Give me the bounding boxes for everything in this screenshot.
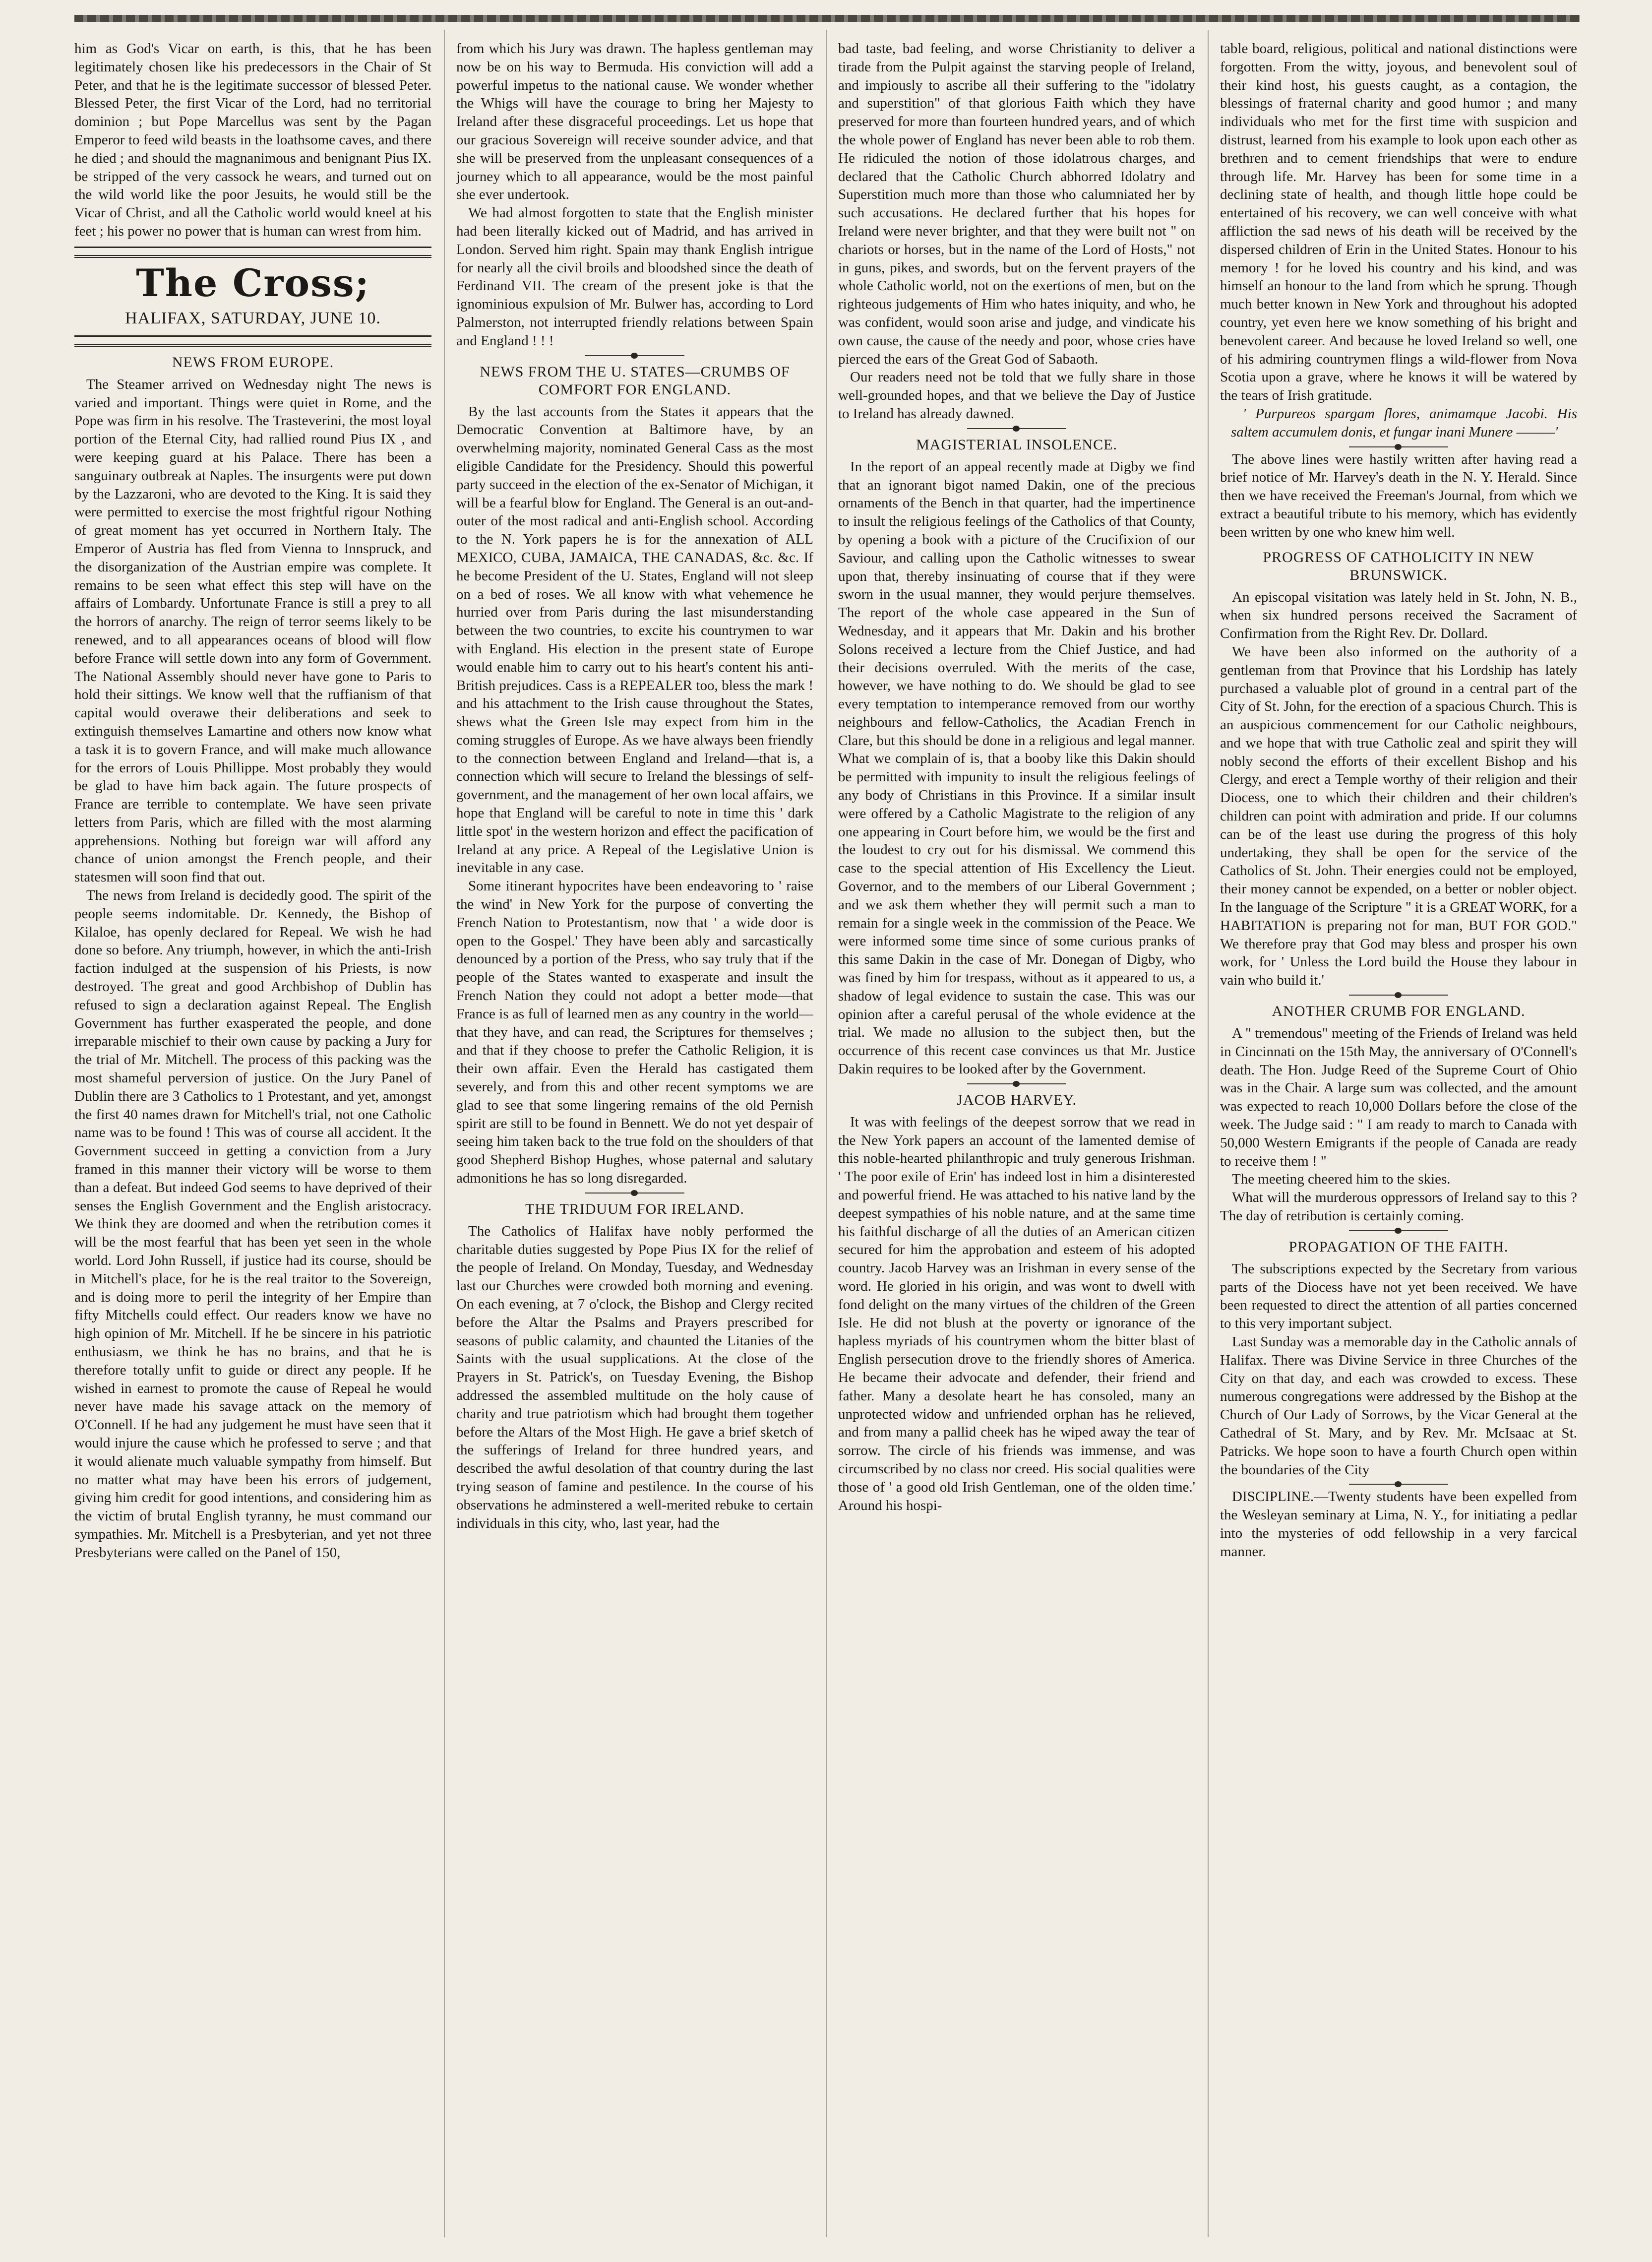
column-divider <box>444 30 445 2237</box>
masthead-rule <box>74 247 431 258</box>
article-heading: PROPAGATION OF THE FAITH. <box>1288 1238 1509 1255</box>
section-separator <box>585 355 684 356</box>
article-heading: PROGRESS OF CATHOLICITY IN NEW BRUNSWICK. <box>1263 549 1534 583</box>
paragraph: We have been also informed on the authority of a gentleman from that Province that his Lordship has lately purchased a valuable plot of ground in a central part of the City of St. John, for the erection of a spacious Church. This is an auspicious commencement for our Catholic neighbours, and we hope that with true Catholic zeal and spirit they will nobly second the efforts of their excellent Bishop and his Clergy, and erect a Temple worthy of their religion and their Diocess, one to which their children and their children's children can point with admiration and pride. If our columns can be of the least use during the progress of this holy undertaking, they shall be open for the service of the Catholics of St. John. Their energies could not be employed, their money cannot be expended, on a better or nobler object. In the language of the Scripture " it is a GREAT WORK, for a HABITATION is preparing not for man, BUT FOR GOD." We therefore pray that God may bless and prosper his own work, for ' Unless the Lord build the House they labour in vain who build it.' <box>1220 643 1577 989</box>
paragraph: What will the murderous oppressors of Ireland say to this ? The day of retribution is certainly coming. <box>1220 1190 1577 1224</box>
paragraph: The news from Ireland is decidedly good. The spirit of the people seems indomitable. Dr. Kennedy, the Bishop of Kilaloe, has openly declared for Repeal. We wish he had done so before. Any triumph, however, in which the anti-Irish faction indulged at the suspension of his Priests, is now destroyed. The great and good Archbishop of Dublin has refused to sign a declaration against Repeal. The English Government has further exasperated the people, and done irreparable mischief to their own cause by packing a Jury for the trial of Mr. Mitchell. The process of this packing was the most shameful perversion of justice. On the Jury Panel of Dublin there are 3 Catholics to 1 Protestant, and yet, amongst the first 40 names drawn for Mitchell's trial, not one Catholic name was to be found ! This was of course all accident. It the Government succeed in getting a conviction from a Jury framed in this manner their victory will be worse to them than a defeat. But indeed God seems to have deprived of their senses the English Government and the English aristocracy. We think they are doomed and when the retribution comes it will be the most fearful that has been yet seen in the whole world. Lord John Russell, if justice had its course, should be in Mitchell's place, for he is the real traitor to the Sovereign, and is doing more to peril the integrity of her Empire than fifty Mitchells could effect. Our readers know we have no high opinion of Mr. Mitchell. If he be sincere in his patriotic enthusiasm, we think he has no brains, and that he is therefore totally unfit to guide or direct any people. If he wished in earnest to promote the cause of Repeal he would never have made his savage attack on the memory of O'Connell. If he had any judgement he must have seen that it would injure the cause which he professed to serve ; and that it would alienate much valuable sympathy from himself. But no matter what may have been his errors of judgement, giving him credit for good intentions, and considering him as the victim of brutal English tyranny, he must command our sympathies. Mr. Mitchell is a Presbyterian, and yet not three Presbyterians were called on the Panel of 150, <box>74 887 431 1561</box>
masthead-title: The Cross; <box>136 260 370 305</box>
section-separator <box>1349 446 1448 447</box>
masthead-rule <box>74 335 431 347</box>
paragraph: A " tremendous" meeting of the Friends of Ireland was held in Cincinnati on the 15th May, the anniversary of O'Connell's death. The Hon. Judge Reed of the Supreme Court of Ohio was in the Chair. A large sum was collected, and the amount was expected to reach 10,000 Dollars before the close of the week. The Judge said : " I am ready to march to Canada with 50,000 Western Emigrants if the people of Canada are ready to receive them ! " <box>1220 1025 1577 1169</box>
section-separator <box>1349 1484 1448 1485</box>
section-separator <box>585 1193 684 1194</box>
paragraph: him as God's Vicar on earth, is this, that he has been legitimately chosen like his predecessors in the Chair of St Peter, and that he is the legitimate successor of blessed Peter. Blessed Peter, the first Vicar of the Lord, had no territorial dominion ; but Pope Marcellus was sent by the Pagan Emperor to feed wild beasts in the loathsome caves, and there he died ; and should the magnanimous and benignant Pius IX. be stripped of the very cassock he wears, and turned out on the wild world like the poor Jesuits, he would still be the Vicar of Christ, and all the Catholic world would kneel at his feet ; his power no power that is human can wrest from him. <box>74 41 431 239</box>
paragraph: The meeting cheered him to the skies. <box>1232 1171 1451 1188</box>
paragraph: table board, religious, political and national distinctions were forgotten. From the witty, joyous, and benevolent soul of their kind host, his guests caught, as a contagion, the blessings of fraternal charity and good humor ; and many individuals who met for the first time with suspicion and distrust, learned from his example to look upon each other as brethren and to cement friendships that were to endure through life. Mr. Harvey has been for some time in a declining state of health, and though little hope could be entertained of his recovery, we can well conceive with what affliction the sad news of his death will be received by the dispersed children of Erin in the United States. Honour to his memory ! for he loved his country and his kind, and was himself an honour to the land from which he sprung. Though much better known in New York and throughout his adopted country, yet even here we know something of his bright and benevolent career. And because he loved Ireland so well, one of his admiring countrymen flings a wild-flower from Nova Scotia upon a grave, where he knows it will be watered by the tears of Irish gratitude. <box>1220 41 1577 404</box>
paragraph: Our readers need not be told that we fully share in those well-grounded hopes, and that we believe the Day of Justice to Ireland has already dawned. <box>838 369 1195 422</box>
paragraph: Some itinerant hypocrites have been endeavoring to ' raise the wind' in New York for the purpose of converting the French Nation to Protestantism, now that ' a wide door is open to the Gospel.' They have been ably and sarcastically denounced by a portion of the Press, who say truly that if the people of the States wanted to exasperate and insult the French Nation they could not adopt a better mode—that France is as full of learned men as any country in the world—that they have, and can read, the Scriptures for themselves ; and that if they choose to prefer the Catholic Religion, it is their own affair. Even the Herald has castigated them severely, and from this and other recent symptoms we are glad to see that some lingering remains of the old Pernish spirit are still to be found in Bennett. We do not yet despair of seeing him taken back to the true fold on the shoulders of that good Shepherd Bishop Hughes, whose paternal and salutary admonitions he has so long disregarded. <box>456 878 813 1187</box>
article-heading: NEWS FROM EUROPE. <box>172 354 334 371</box>
paragraph: By the last accounts from the States it appears that the Democratic Convention at Baltimore have, by an overwhelming majority, nominated General Cass as the most eligible Candidate for the Presidency. Should this powerful party succeed in the election of the ex-Senator of Michigan, it will be a fearful blow for England. The General is an out-and-outer of the most radical and anti-English school. According to the N. York papers he is for the annexation of ALL MEXICO, CUBA, JAMAICA, THE CANADAS, &c. &c. If he become President of the U. States, England will not sleep on a bed of roses. We all know with what vehemence he hurried over from Paris during the last misunderstanding between the two countries, to excite his countrymen to war with England. His election in the present state of Europe would enable him to carry out to his heart's content his anti-British prejudices. Cass is a REPEALER too, bless the mark ! and his attachment to the Irish cause throughout the States, shews what the Green Isle may expect from him in the coming struggles of Europe. As we have always been friendly to the connection between England and Ireland—that is, a connection which will secure to Ireland the blessings of self-government, and the management of her own local affairs, we hope that England will be careful to note in time this ' dark little spot' in the western horizon and effect the pacification of Ireland at any price. A Repeal of the Legislative Union is inevitable in any case. <box>456 403 813 876</box>
paragraph: The subscriptions expected by the Secretary from various parts of the Diocess have not yet been received. We have been requested to direct the attention of all parties concerned to this very important subject. <box>1220 1260 1577 1332</box>
column-divider <box>1208 30 1209 2237</box>
paragraph: Last Sunday was a memorable day in the Catholic annals of Halifax. There was Divine Service in three Churches of the City on that day, and each was crowded to excess. These numerous congregations were addressed by the Bishop at the Church of Our Lady of Sorrows, by the Vicar General at the Cathedral of St. Mary, and by Rev. Mr. McIsaac at St. Patricks. We hope soon to have a fourth Church open within the boundaries of the City <box>1220 1334 1577 1478</box>
column-2 <box>456 40 813 2237</box>
paragraph: The Steamer arrived on Wednesday night The news is varied and important. Things were quiet in Rome, and the Pope was firm in his resolve. The Trasteverini, the most loyal portion of the Eternal City, had rallied round Pius IX , and were keeping guard at his Palace. There has been a sanguinary outbreak at Naples. The insurgents were put down by the Lazzaroni, who are devoted to the King. It is said they were permitted to exercise the most frightful rigour Nothing of great moment has yet occurred in Northern Italy. The Emperor of Austria has fled from Vienna to Innspruck, and the disorganization of the Austrian empire was complete. It remains to be seen what effect this step will have on the affairs of Lombardy. Unfortunate France is still a prey to all the horrors of anarchy. The reign of terror seems likely to be renewed, and to all appearances oceans of blood will flow before France will settle down into any form of Government. The National Assembly should never have gone to Paris to hold their sittings. We know well that the ruffianism of that capital would overawe their deliberations and seek to extinguish themselves Lamartine and others now know what a task it is to govern France, and will make much allowance for the errors of Louis Phillippe. Most probably they would be glad to have him back again. The future prospects of France are terrible to contemplate. We have seen private letters from Paris, which are filled with the most alarming apprehensions. Nothing but foreign war will afford any chance of union amongst the French people, and their statesmen will soon find that out. <box>74 376 431 885</box>
article-heading: ANOTHER CRUMB FOR ENGLAND. <box>1272 1003 1526 1020</box>
column-4 <box>1220 40 1577 2237</box>
article-heading: MAGISTERIAL INSOLENCE. <box>916 436 1117 453</box>
article-heading: NEWS FROM THE U. STATES—CRUMBS OF COMFORT FOR ENGLAND. <box>480 363 790 398</box>
column-1 <box>74 40 431 2237</box>
section-separator <box>1349 995 1448 996</box>
dateline: HALIFAX, SATURDAY, JUNE 10. <box>125 309 381 327</box>
paragraph: from which his Jury was drawn. The hapless gentleman may now be on his way to Bermuda. His conviction will add a powerful impetus to the national cause. We wonder whether the Whigs will have the courage to bring her Majesty to Ireland after these disgraceful proceedings. Let us hope that our gracious Sovereign will receive sounder advice, and that she will be preserved from the unpleasant consequences of a journey which to all appearance, would be the most painful she ever undertook. <box>456 41 813 203</box>
column-divider <box>826 30 827 2237</box>
article-heading: JACOB HARVEY. <box>957 1091 1077 1108</box>
top-border-rule <box>74 15 1580 22</box>
paragraph: It was with feelings of the deepest sorrow that we read in the New York papers an account of the lamented demise of this noble-hearted philanthropic and truly generous Irishman. ' The poor exile of Erin' has indeed lost in him a disinterested and powerful friend. He was attached to his native land by the deepest sympathies of his noble nature, and at the same time his faithful discharge of all the duties of an American citizen secured for him the approbation and esteem of his adopted country. Jacob Harvey was an Irishman in every sense of the word. He gloried in his origin, and was wont to dwell with fond delight on the many virtues of the children of the Green Isle. He did not blush at the poverty or ignorance of the hapless myriads of his countrymen whom the bitter blast of English persecution drove to the friendly shores of America. He became their advocate and defender, their friend and father. Many a desolate heart he has consoled, many an unprotected widow and unfriended orphan has he relieved, and from many a pallid cheek has he wiped away the tear of sorrow. The circle of his friends was immense, and was circumscribed by no class nor creed. His social qualities were those of ' a good old Irish Gentleman, one of the olden time.' Around his hospi- <box>838 1114 1195 1513</box>
section-separator <box>967 428 1066 429</box>
paragraph: The Catholics of Halifax have nobly performed the charitable duties suggested by Pope Pius IX for the relief of the people of Ireland. On Monday, Tuesday, and Wednesday last our Churches were crowded both morning and evening. On each evening, at 7 o'clock, the Bishop and Clergy recited before the Altar the Psalms and Prayers prescribed for seasons of public calamity, and chaunted the Litanies of the Saints with the usual supplications. At the close of the Prayers in St. Patrick's, on Tuesday Evening, the Bishop addressed the assembled multitude on the holy cause of charity and true patriotism which had brought them together before the Altars of the Most High. He gave a brief sketch of the sufferings of Ireland for three hundred years, and described the awful desolation of that country during the last trying season of famine and pestilence. In the course of his observations he adminstered a well-merited rebuke to certain individuals in this city, who, last year, had the <box>456 1223 813 1531</box>
column-3 <box>838 40 1195 2237</box>
paragraph: DISCIPLINE.—Twenty students have been expelled from the Wesleyan seminary at Lima, N. Y., for initiating a pedlar into the mysteries of odd fellowship in a very farcical manner. <box>1220 1489 1577 1560</box>
paragraph: bad taste, bad feeling, and worse Christianity to deliver a tirade from the Pulpit against the starving people of Ireland, and impiously to ascribe all their suffering to the "idolatry and superstition" of that glorious Faith which they have preserved for more than fourteen hundred years, and of which the whole power of England has never been able to rob them. He ridiculed the notion of those idolatrous charges, and declared that the Catholic Church abhorred Idolatry and Superstition much more than those who calumniated her by such accusations. He declared further that his hopes for Ireland were never brighter, and that they were built not " on chariots or horses, but in the name of the Lord of Hosts," not in guns, pikes, and swords, but on the fervent prayers of the whole Catholic world, not on the exertions of men, but on the righteous judgements of Him who hates iniquity, and who, he was confident, would soon arise and judge, and vindicate his own cause, the cause of the needy and poor, whose cries have pierced the ears of the Great God of Sabaoth. <box>838 41 1195 367</box>
paragraph: The above lines were hastily written after having read a brief notice of Mr. Harvey's death in the N. Y. Herald. Since then we have received the Freeman's Journal, from which we extract a beautiful tribute to his memory, which has evidently been written by one who knew him well. <box>1220 451 1577 540</box>
section-separator <box>1349 1230 1448 1231</box>
article-heading: THE TRIDUUM FOR IRELAND. <box>525 1200 744 1217</box>
section-separator <box>967 1083 1066 1084</box>
newspaper-page <box>74 15 1580 2247</box>
latin-verse: ' Purpureos spargam flores, animamque Jacobi. His saltem accumulem donis, et fungar inani Munere ———' <box>1231 405 1577 440</box>
paragraph: We had almost forgotten to state that the English minister had been literally kicked out of Madrid, and has arrived in London. Served him right. Spain may thank English intrigue for nearly all the civil broils and bloodshed since the death of Ferdinand VII. The cream of the present joke is that the ignominious expulsion of Mr. Bulwer has, according to Lord Palmerston, not interrupted friendly relations between Spain and England ! ! ! <box>456 205 813 349</box>
paragraph: An episcopal visitation was lately held in St. John, N. B., when six hundred persons received the Sacrament of Confirmation from the Right Rev. Dr. Dollard. <box>1220 589 1577 642</box>
paragraph: In the report of an appeal recently made at Digby we find that an ignorant bigot named Dakin, one of the precious ornaments of the Bench in that quarter, had the impertinence to insult the religious feelings of the Catholics of that County, by opening a book with a picture of the Crucifixion of our Saviour, and calling upon the Catholic witnesses to swear upon that, thereby insinuating of course that if they were sworn in the usual manner, they would perjure themselves. The report of the whole case appeared in the Sun of Wednesday, and it appears that Mr. Dakin and his brother Solons received a lecture from the Chief Justice, and had their decisions overruled. With the merits of the case, however, we have nothing to do. We should be glad to see every temptation to intemperance removed from our worthy neighbours and fellow-Catholics, the Acadian French in Clare, but this should be done in a religious and legal manner. What we complain of is, that a booby like this Dakin should be permitted with impunity to insult the religious feelings of any body of Christians in this Province. If a similar insult were offered by a Catholic Magistrate to the religion of any one appearing in Court before him, we would be the first and the loudest to cry out for his dismissal. We commend this case to the special attention of His Excellency the Lieut. Governor, and to the members of our Liberal Government ; and we ask them whether they will permit such a man to remain for a single week in the commission of the Peace. We were informed some time since of some curious pranks of this same Dakin in the case of Mr. Donegan of Digby, who was fined by him for trespass, without as it appeared to us, a shadow of legal evidence to sustain the case. This was our opinion after a careful perusal of the whole evidence at the trial. We made no allusion to the subject then, but the occurrence of this recent case convinces us that Mr. Justice Dakin requires to be looked after by the Government. <box>838 458 1195 1077</box>
